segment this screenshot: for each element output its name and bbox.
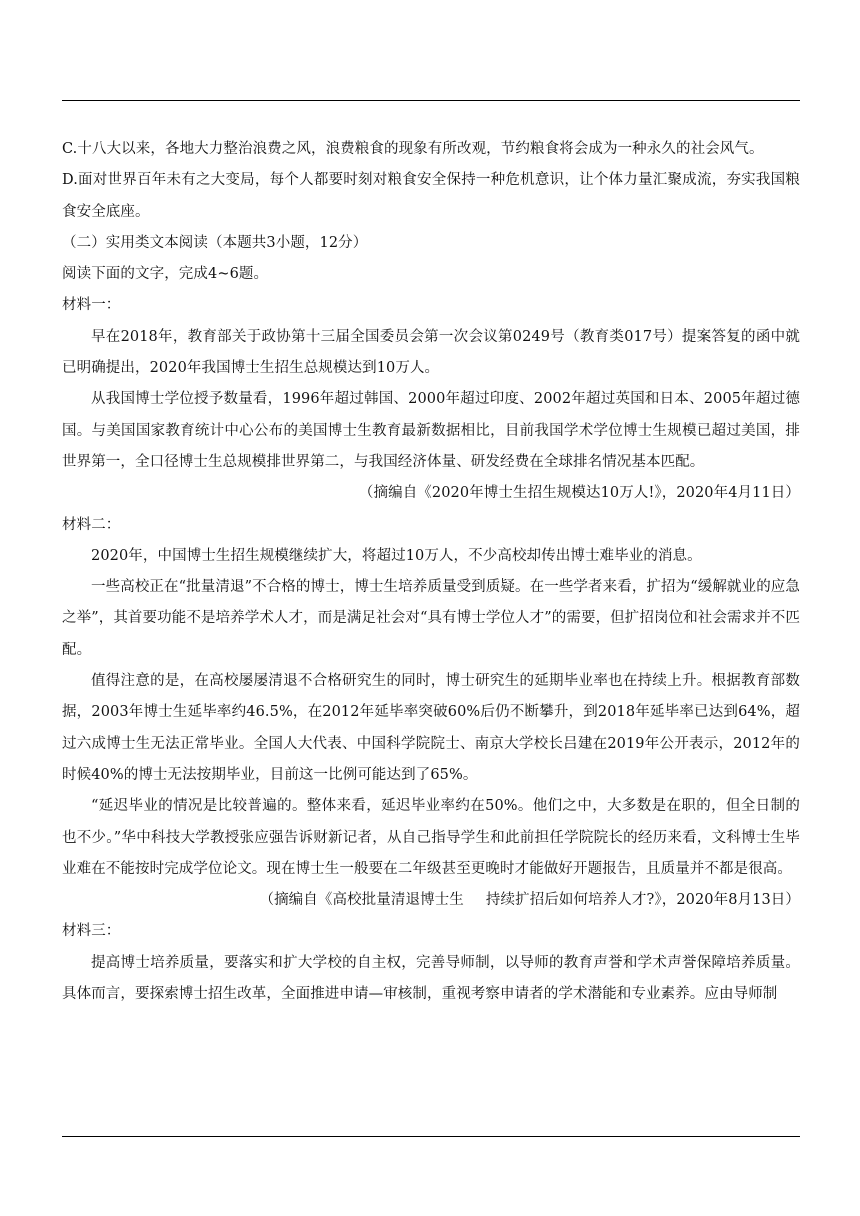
material2-paragraph: “延迟毕业的情况是比较普遍的。整体来看，延迟毕业率约在50%。他们之中，大多数是在职的，但全日制的也不少。”华中科技大学教授张应强告诉财新记者，从自己指导学生和此前担任学院院长的经历来看，文科博士生毕业难在不能按时完成学位论文。现在博士生一般要在二年级甚至更晚时才能做好开题报告，且质量并不都是很高。 xyxy=(62,798,800,877)
section-heading: （二）实用类文本阅读（本题共3小题，12分） xyxy=(62,234,368,251)
material2-paragraph: 值得注意的是，在高校屡屡清退不合格研究生的同时，博士研究生的延期毕业率也在持续上升。根据教育部数据，2003年博士生延毕率约46.5%，在2012年延毕率突破60%后仍不断攀升，到2018年延毕率已达到64%，超过六成博士生无法正常毕业。全国人大代表、中国科学院院士、南京大学校长吕建在2019年公开表示，2012年的时候40%的博士无法按期毕业，目前这一比例可能达到了65%。 xyxy=(62,673,800,783)
instruction: 阅读下面的文字，完成4~6题。 xyxy=(62,266,269,283)
material1-paragraph: 从我国博士学位授予数量看，1996年超过韩国、2000年超过印度、2002年超过英国和日本、2005年超过德国。与美国国家教育统计中心公布的美国博士生教育最新数据相比，目前我国学术学位博士生规模已超过美国，排世界第一，全口径博士生总规模排世界第二，与我国经济体量、研发经费在全球排名情况基本匹配。 xyxy=(62,391,800,470)
material3-paragraph: 提高博士培养质量，要落实和扩大学校的自主权，完善导师制，以导师的教育声誉和学术声誉保障培养质量。具体而言，要探索博士招生改革，全面推进申请—审核制，重视考察申请者的学术潜能和专业素养。应由导师制 xyxy=(62,954,800,1003)
material2-source-part1: （摘编自《高校批量清退博士生 xyxy=(259,892,464,909)
footer-rule xyxy=(62,1136,800,1137)
page-body xyxy=(62,134,800,1010)
material2-paragraph: 2020年，中国博士生招生规模继续扩大，将超过10万人，不少高校却传出博士难毕业的消息。 xyxy=(91,547,702,564)
material3-label: 材料三： xyxy=(62,923,121,940)
option-c: C.十八大以来，各地大力整治浪费之风，浪费粮食的现象有所改观，节约粮食将会成为一种永久的社会风气。 xyxy=(62,141,764,157)
material2-paragraph: 一些高校正在“批量清退”不合格的博士，博士生培养质量受到质疑。在一些学者来看，扩招为“缓解就业的应急之举”，其首要功能不是培养学术人才，而是满足社会对“具有博士学位人才”的需要，但扩招岗位和社会需求并不匹配。 xyxy=(62,579,800,658)
material2-source xyxy=(62,885,800,916)
option-d: D.面对世界百年未有之大变局，每个人都要时刻对粮食安全保持一种危机意识，让个体力量汇聚成流，夯实我国粮食安全底座。 xyxy=(62,172,800,220)
header-rule xyxy=(62,100,800,101)
material2-source-part2: 持续扩招后如何培养人才?》，2020年8月13日） xyxy=(485,892,800,909)
material1-source: （摘编自《2020年博士生招生规模达10万人!》，2020年4月11日） xyxy=(358,485,800,502)
material2-label: 材料二： xyxy=(62,516,121,533)
material1-paragraph: 早在2018年，教育部关于政协第十三届全国委员会第一次会议第0249号（教育类017号）提案答复的函中就已明确提出，2020年我国博士生招生总规模达到10万人。 xyxy=(62,328,800,377)
material1-label: 材料一： xyxy=(62,297,121,314)
